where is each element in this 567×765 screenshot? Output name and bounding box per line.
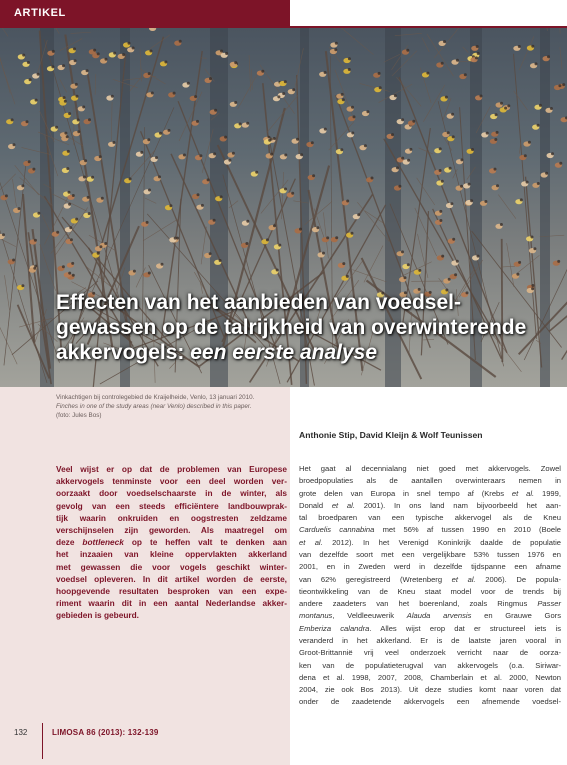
page-number: 132 xyxy=(14,728,28,737)
title-line-3: akkervogels: een eerste analyse xyxy=(56,341,378,364)
photo-caption xyxy=(56,393,286,420)
title-line-1: Effecten van het aanbieden van voedsel- xyxy=(56,291,461,314)
article-title xyxy=(56,290,556,365)
title-line-2: gewassen op de talrijkheid van overwinterende xyxy=(56,316,527,339)
caption-english: Finches in one of the study areas (near Venlo) described in this paper. xyxy=(56,403,252,410)
caption-dutch: Vinkachtigen bij controlegebied de Kraijelheide, Venlo, 13 januari 2010. xyxy=(56,394,255,401)
footer-rule xyxy=(42,723,43,759)
section-label: ARTIKEL xyxy=(14,7,66,19)
body-text-column: Het gaat al decennialang niet goed met akkervogels. Zowel broedpopulaties als de aantallen overwinteraars nemen in grote delen van Europa in snel tempo af (Krebs et al. 1999, Donald et al. 2001). In ons land nam bijvoorbeeld het aan- tal broedparen van een typische akkervogel als de Kneu Carduelis cannabina met 56% af tussen 1990 en 2010 (Boele et al. 2012). In het Verenigd Koninkrijk daalde de populatie van dezelfde soort met een vergelijkbare 53% tussen 1976 en 2001, en in Zweden werd in dezelfde tijdspanne een afname van 62% geregistreerd (Wretenberg et al. 2006). De popula- tieontwikkeling van de Kneu staat model voor de trends bij andere zaadeters van het boerenland, zoals Ringmus Passer montanus, Veldleeuwerik Alauda arvensis en Grauwe Gors Emberiza calandra. Alles wijst erop dat er structureel iets is veranderd in het akkerland. Er is de laatste jaren vooral in Groot-Brittannië vrij veel onderzoek verricht naar de oorza- ken van de populatieterugval van akkervogels (o.a. Siriwar- dena et al. 1998, 2007, 2008, Chamberlain et al. 2000, Newton 2004, zie ook Bos 2013). Uit deze studies komt naar voren dat onder de zaadetende akkervogels een afnemende voedsel- xyxy=(299,464,562,707)
author-line: Anthonie Stip, David Kleijn & Wolf Teunissen xyxy=(299,430,483,440)
journal-citation: LIMOSA 86 (2013): 132-139 xyxy=(52,728,159,737)
section-header-band xyxy=(0,0,290,28)
caption-credit: (foto: Jules Bos) xyxy=(56,412,102,419)
intro-paragraph: Veel wijst er op dat de problemen van Europese akkervogels tenminste voor een deel worden ver- oorzaakt door voedselschaarste in de winter, als gevolg van een steeds efficiëntere landbouwprak- tijk waarin onkruiden en oogstresten zeldzame verschijnselen zijn geworden. Als maatregel om deze bottleneck op te heffen valt te denken aan het inzaaien van kleine oppervlakten akkerland met gewassen die voor vogels geschikt winter- voedsel opleveren. In dit artikel worden de eerste, hoopgevende resultaten besproken van een expe- riment waarin dit in een aantal Nederlandse akker- gebieden is gebeurd. xyxy=(56,464,287,621)
